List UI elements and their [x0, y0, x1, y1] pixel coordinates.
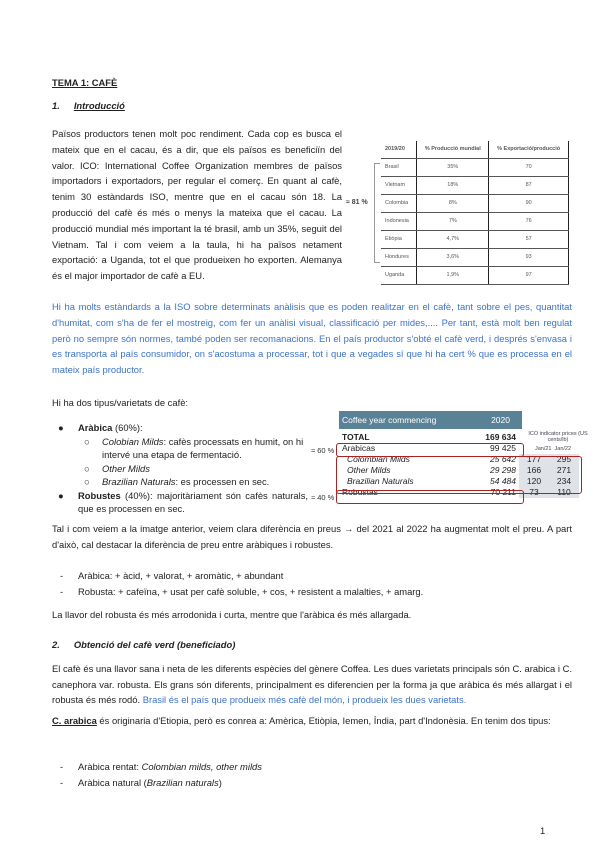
table-header: % Exportació/producció: [489, 141, 569, 159]
table-row-robustas: Robustas 70 211 73 110: [339, 487, 579, 498]
bracket-label: ≈ 81 %: [346, 199, 368, 206]
table-row: Hondures 3,6% 93: [381, 249, 569, 267]
list-item-robusta: ● Robustes (40%): majoritàriament són cafès naturals, que es processen en sec.: [58, 489, 308, 514]
comparison-list: [52, 568, 423, 599]
types-intro: Hi ha dos tipus/varietats de cafè:: [52, 397, 189, 408]
list-item: - Aràbica: + àcid, + valorat, + aromàtic, + abundant: [60, 570, 284, 581]
seed-paragraph: La llavor del robusta és més arrodonida i curta, mentre que l'aràbica és més allargada.: [52, 609, 412, 620]
table-header: 2019/20: [381, 141, 417, 159]
bracket: [374, 163, 380, 263]
coffee-table-header: Coffee year commencing 2020: [339, 411, 522, 429]
table-row: Etiòpia 4,7% 57: [381, 231, 569, 249]
list-item-brazilian: ○ Brazilian Naturals: es processen en sec.: [84, 476, 270, 487]
list-item-arabica: ● Aràbica (60%):: [58, 422, 143, 433]
ico-header: ICO indicator prices (US cents/lb): [528, 431, 588, 443]
table-row: Colombian Milds 25 642 177 295: [339, 454, 579, 465]
arabica-paragraph: C. arabica és originaria d'Etiopia, però es conrea a: Amèrica, Etiòpia, Iemen, Índia, part d'Indonèsia. En tenim dos tipus:: [52, 715, 551, 726]
species-paragraph: El cafè és una llavor sana i neta de les diferents espècies del gènere Coffea. Les dues varietats principals són C. arabica i C. canephora var. robusta. Els grans són diferents, principalment es diferencien per la forma ja que aràbica és més allargat i el robusta és més rodó. Brasil és el país que produeix més cafè del món, i produeix les dues varietats.: [52, 663, 572, 705]
list-item: - Aràbica natural (Brazilian naturals): [60, 776, 222, 788]
list-item: - Robusta: + cafeïna, + usat per cafè soluble, + cos, + resistent a malalties, + amarg.: [60, 585, 424, 597]
highlight-box: [336, 443, 524, 457]
table-row: Uganda 1,9% 97: [381, 267, 569, 285]
price-paragraph: Tal i com veiem a la imatge anterior, veiem clara diferència en preus → del 2021 al 2022 ha augmentat molt el preu. A part d'això, cal destacar la diferència de preu entre aràbiques i robustes.: [52, 523, 572, 550]
intro-paragraph: Països productors tenen molt poc rendiment. Cada cop es busca el mateix que en el cacau, és a dir, que els països es beneficiïn del valor. ICO: International Coffee Organization membres de països importadors i exportadors, per regular el comerç. En quant al cafè, tenim 30 estàndards ISO, mentre que en el cacau són 18. La producció del cafè és més o menys la mateixa que el cacau. La producció mundial més important la té brasil, amb un 35%, seguit del Vietnam. Tal i com veiem a la taula, hi ha països netament exportació: a Uganda, tot el que produeixen ho exporten. Alemanya és el major importador de cafè a EU.: [52, 128, 342, 282]
section-title: Introducció: [73, 100, 125, 111]
table-row: Indonesia 7% 76: [381, 213, 569, 231]
highlight-box: [336, 490, 524, 504]
label-60: ≈ 60 %: [311, 446, 335, 455]
table-row: Other Milds 29 298 166 271: [339, 465, 579, 476]
list-item-colombian: ○ Colobian Milds: cafès processats en humit, on hi intervé una etapa de fermentació.: [84, 435, 304, 460]
list-item: - Aràbica rentat: Colombian milds, other milds: [60, 761, 262, 772]
table-header: % Producció mundial: [417, 141, 489, 159]
table-row: Colombia 8% 90: [381, 195, 569, 213]
table-row: Brazilian Naturals 54 484 120 234: [339, 476, 579, 487]
ico-cols: Jan/21 Jan/22: [534, 446, 572, 452]
iso-paragraph: Hi ha molts estàndards a la ISO sobre determinats anàlisis que es poden realitzar en el cafè, tant sobre el pes, quantitat d'humitat, com s'ha de fer el mostreig, com fer un anàlisi visual, classificació per mides,.... Per tant, està molt ben regulat però no sempre són normes, també poden ser recomanacions. En el país productor s'obté el cafè verd, i després s'envasa i es transporta al país consumidor, on s'acostuma a processar, tot i que a vegades sí que hi ha cert % que es processa en el mateix país productor.: [52, 301, 572, 376]
section-1-heading: [52, 98, 125, 114]
arabica-types-list: [52, 759, 262, 790]
table-row-total: TOTAL 169 634: [342, 432, 516, 442]
types-list: [52, 421, 308, 516]
section-number: 1.: [52, 100, 60, 111]
table-row: Vietnam 18% 87: [381, 177, 569, 195]
list-item-other: ○ Other Milds: [84, 462, 150, 474]
label-40: ≈ 40 %: [311, 493, 335, 502]
table-row: Brasil 35% 70: [381, 159, 569, 177]
page-number: 1: [540, 825, 546, 836]
section-2-heading: 2. Obtenció del cafè verd (beneficiado): [52, 639, 236, 650]
page-title: TEMA 1: CAFÈ: [52, 77, 118, 88]
table-row-arabicas: Arabicas 99 425: [342, 443, 516, 453]
highlight-box: [336, 456, 582, 494]
production-table: [381, 141, 569, 285]
